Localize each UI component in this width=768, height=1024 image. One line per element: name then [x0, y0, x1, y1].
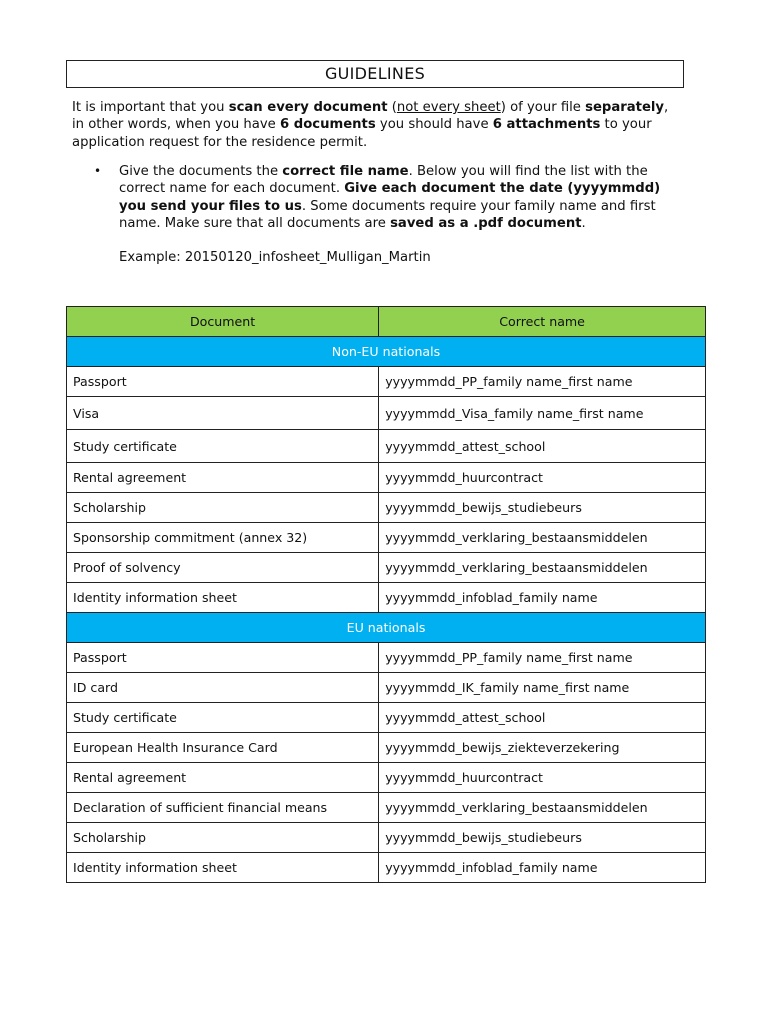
table-row	[67, 553, 706, 583]
filename-example: Example: 20150120_infosheet_Mulligan_Martin	[119, 250, 431, 266]
document-cell: Rental agreement	[67, 463, 379, 493]
correct-name-cell: yyyymmdd_huurcontract	[379, 463, 706, 493]
table-row	[67, 523, 706, 553]
correct-name-cell: yyyymmdd_huurcontract	[379, 763, 706, 793]
table-row	[67, 703, 706, 733]
correct-name-cell: yyyymmdd_attest_school	[379, 430, 706, 463]
table-row	[67, 463, 706, 493]
correct-name-cell: yyyymmdd_PP_family name_first name	[379, 367, 706, 397]
document-cell: European Health Insurance Card	[67, 733, 379, 763]
document-cell: Visa	[67, 397, 379, 430]
document-cell: Study certificate	[67, 703, 379, 733]
table-row	[67, 763, 706, 793]
correct-name-cell: yyyymmdd_infoblad_family name	[379, 583, 706, 613]
section-label-non-eu: Non-EU nationals	[67, 337, 706, 367]
table-row	[67, 430, 706, 463]
correct-name-cell: yyyymmdd_verklaring_bestaansmiddelen	[379, 553, 706, 583]
document-names-table	[66, 306, 706, 883]
correct-name-cell: yyyymmdd_bewijs_studiebeurs	[379, 493, 706, 523]
column-header-document: Document	[67, 307, 379, 337]
table-row	[67, 733, 706, 763]
correct-name-cell: yyyymmdd_Visa_family name_first name	[379, 397, 706, 430]
correct-name-cell: yyyymmdd_verklaring_bestaansmiddelen	[379, 523, 706, 553]
correct-name-cell: yyyymmdd_bewijs_ziekteverzekering	[379, 733, 706, 763]
document-cell: Study certificate	[67, 430, 379, 463]
document-cell: Identity information sheet	[67, 853, 379, 883]
table-row	[67, 673, 706, 703]
document-cell: Declaration of sufficient financial means	[67, 793, 379, 823]
correct-name-cell: yyyymmdd_PP_family name_first name	[379, 643, 706, 673]
document-cell: ID card	[67, 673, 379, 703]
bullet-item	[94, 163, 684, 266]
page-title: GUIDELINES	[66, 60, 684, 88]
document-cell: Scholarship	[67, 823, 379, 853]
column-header-correct-name: Correct name	[379, 307, 706, 337]
correct-name-cell: yyyymmdd_attest_school	[379, 703, 706, 733]
table-header-row	[67, 307, 706, 337]
section-row-eu	[67, 613, 706, 643]
table-row	[67, 583, 706, 613]
table-row	[67, 853, 706, 883]
table-row	[67, 823, 706, 853]
correct-name-cell: yyyymmdd_IK_family name_first name	[379, 673, 706, 703]
bullet-text: Give the documents the correct file name. Below you will find the list with the correct name for each document. Give each document the date (yyyymmdd) you send your files to us. Some documents require your family name and first name. Make sure that all documents are saved as a .pdf document.	[119, 164, 661, 231]
table-row	[67, 367, 706, 397]
document-cell: Passport	[67, 367, 379, 397]
document-cell: Sponsorship commitment (annex 32)	[67, 523, 379, 553]
table-row	[67, 793, 706, 823]
intro-paragraph: It is important that you scan every document (not every sheet) of your file separately, in other words, when you have 6 documents you should have 6 attachments to your application request for the residence permit.	[72, 100, 669, 150]
section-label-eu: EU nationals	[67, 613, 706, 643]
section-row-non-eu	[67, 337, 706, 367]
table-row	[67, 493, 706, 523]
bullet-icon: •	[94, 164, 102, 178]
document-cell: Rental agreement	[67, 763, 379, 793]
correct-name-cell: yyyymmdd_verklaring_bestaansmiddelen	[379, 793, 706, 823]
document-cell: Scholarship	[67, 493, 379, 523]
document-cell: Identity information sheet	[67, 583, 379, 613]
correct-name-cell: yyyymmdd_bewijs_studiebeurs	[379, 823, 706, 853]
correct-name-cell: yyyymmdd_infoblad_family name	[379, 853, 706, 883]
table-row	[67, 397, 706, 430]
document-cell: Proof of solvency	[67, 553, 379, 583]
document-cell: Passport	[67, 643, 379, 673]
table-row	[67, 643, 706, 673]
